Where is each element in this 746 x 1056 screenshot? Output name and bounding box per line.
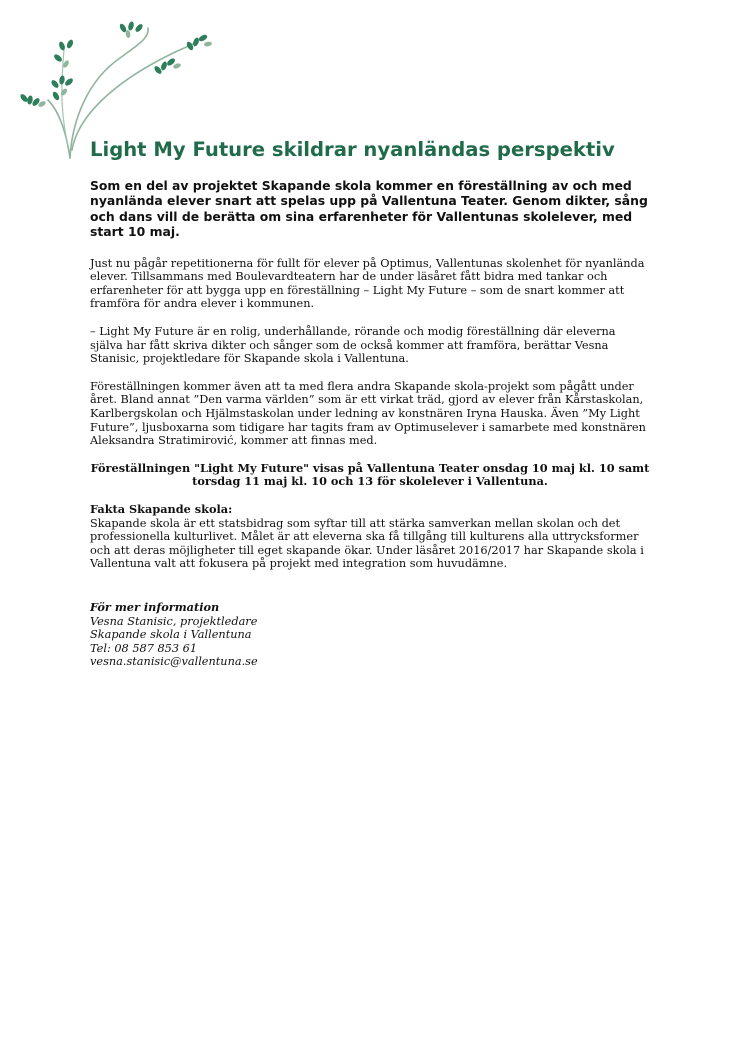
facts-heading: Fakta Skapande skola: [90,501,233,516]
contact-block [90,601,650,669]
contact-email[interactable]: vesna.stanisic@vallentuna.se [90,655,258,669]
contact-phone: Tel: 08 587 853 61 [90,641,198,655]
facts-text: Skapande skola är ett statsbidrag som syftar till att stärka samverkan mellan skolan och det professionella kulturlivet. Målet är att eleverna ska få tillgång till kulturens alla uttrycksformer och att deras möjligheter till eget skapande ökar. Under läsåret 2016/2017 har Skapande skola i Vallentuna valt att fokusera på projekt med integration som huvudämne. [90,516,644,571]
lead-paragraph: Som en del av projektet Skapande skola kommer en föreställning av och med nyanlända elever snart att spelas upp på Vallentuna Teater. Genom dikter, sång och dans vill de berätta om sina erfarenheter för Vallentunas skolelever, med start 10 maj. [90,178,648,240]
event-highlight: Föreställningen "Light My Future" visas på Vallentuna Teater onsdag 10 maj kl. 10 samt torsdag 11 maj kl. 10 och 13 för skolelever i Vallentuna. [90,460,650,489]
body-paragraph-1: Just nu pågår repetitionerna för fullt för elever på Optimus, Vallentunas skolenhet för nyanlända elever. Tillsammans med Boulevardteatern har de under läsåret fått bidra med tankar och erfarenheter för att bygga upp en föreställning – Light My Future – som de snart kommer att framföra för andra elever i kommunen. [90,256,645,311]
article-body [90,178,650,669]
contact-org: Skapande skola i Vallentuna [90,628,252,642]
contact-name: Vesna Stanisic, projektledare [90,614,258,628]
body-paragraph-3: Föreställningen kommer även att ta med flera andra Skapande skola-projekt som pågått under året. Bland annat ”Den varma världen” som är ett virkat träd, gjord av elever från Kårstaskolan, Karlbergskolan och Hjälmstaskolan under ledning av konstnären Iryna Hauska. Även ”My Light Future”, ljusboxarna som tidigare har tagits fram av Optimuselever i samarbete med konstnären Aleksandra Stratimirović, kommer att finnas med. [90,379,646,448]
body-paragraph-2: – Light My Future är en rolig, underhållande, rörande och modig föreställning där eleverna själva har fått skriva dikter och sånger som de också kommer att framföra, berättar Vesna Stanisic, projektledare för Skapande skola i Vallentuna. [90,325,616,366]
page-title: Light My Future skildrar nyanländas perspektiv [90,138,615,161]
contact-heading: För mer information [90,599,220,614]
facts-section [90,503,650,571]
